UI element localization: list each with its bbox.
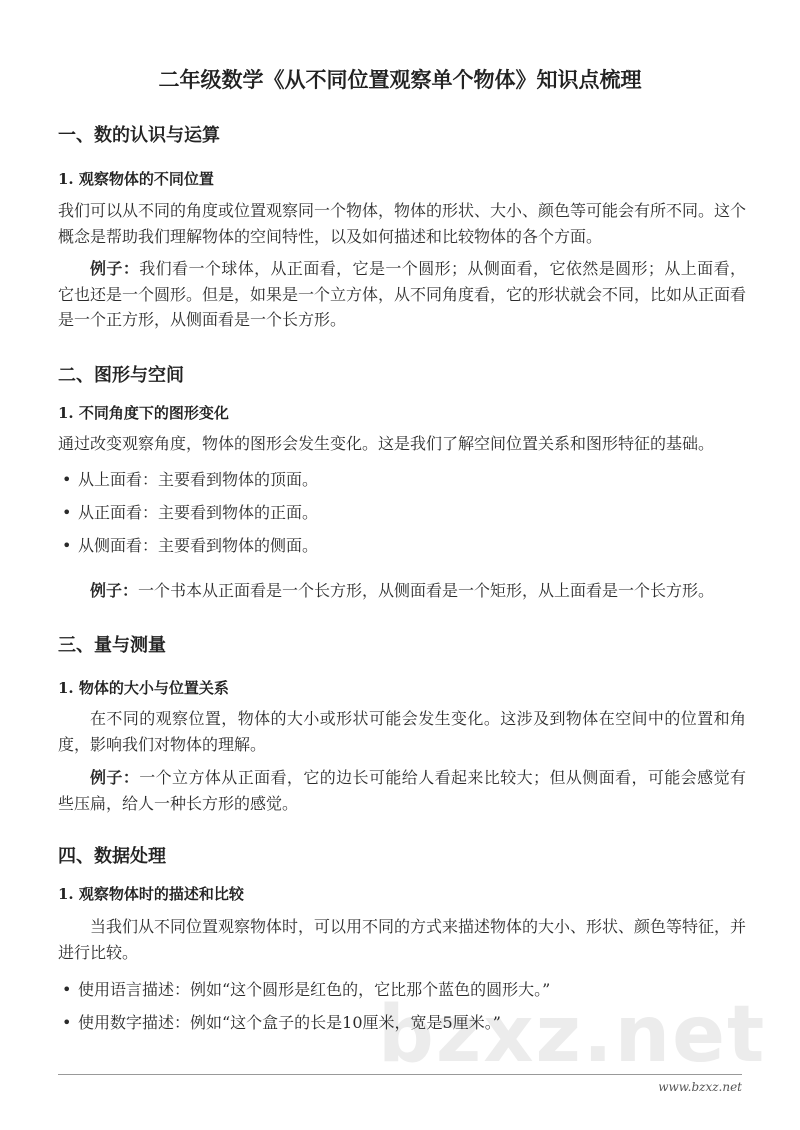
footer-url: www.bzxz.net	[658, 1080, 742, 1094]
list-item: • 使用数字描述：例如“这个盒子的长是10厘米，宽是5厘米。”	[78, 1010, 766, 1043]
list-item: • 从上面看：主要看到物体的顶面。	[78, 467, 766, 500]
example-label: 例子：	[90, 581, 139, 600]
subsection-heading: 1. 观察物体时的描述和比较	[58, 885, 244, 903]
watermark: bzxz.net	[378, 990, 767, 1080]
section-heading: 一、数的认识与运算	[58, 125, 220, 146]
section-heading: 二、图形与空间	[58, 365, 184, 386]
example-text: 一个书本从正面看是一个长方形，从侧面看是一个矩形，从上面看是一个长方形。	[138, 581, 715, 600]
example-text: 一个立方体从正面看，它的边长可能给人看起来比较大；但从侧面看，可能会感觉有些压扁，给人一种长方形的感觉。	[58, 768, 746, 813]
subsection-heading: 1. 不同角度下的图形变化	[58, 404, 229, 422]
example-paragraph	[58, 765, 746, 816]
example-label: 例子：	[90, 259, 140, 278]
bullet-list	[58, 467, 766, 566]
paragraph: 通过改变观察角度，物体的图形会发生变化。这是我们了解空间位置关系和图形特征的基础。	[58, 434, 715, 453]
section-heading: 四、数据处理	[58, 846, 166, 867]
paragraph: 我们可以从不同的角度或位置观察同一个物体，物体的形状、大小、颜色等可能会有所不同。这个概念是帮助我们理解物体的空间特性，以及如何描述和比较物体的各个方面。	[58, 201, 747, 246]
page-title: 二年级数学《从不同位置观察单个物体》知识点梳理	[158, 67, 642, 92]
example-text: 我们看一个球体，从正面看，它是一个圆形；从侧面看，它依然是圆形；从上面看，它也还是一个圆形。但是，如果是一个立方体，从不同角度看，它的形状就会不同，比如从正面看是一个正方形，从侧面看是一个长方形。	[58, 259, 747, 329]
example-paragraph	[58, 256, 746, 333]
paragraph: 在不同的观察位置，物体的大小或形状可能会发生变化。这涉及到物体在空间中的位置和角度，影响我们对物体的理解。	[58, 709, 746, 754]
subsection-heading: 1. 观察物体的不同位置	[58, 170, 214, 188]
paragraph: 当我们从不同位置观察物体时，可以用不同的方式来描述物体的大小、形状、颜色等特征，并进行比较。	[58, 917, 747, 962]
section-heading: 三、量与测量	[58, 635, 166, 656]
list-item: • 从侧面看：主要看到物体的侧面。	[78, 533, 766, 566]
example-label: 例子：	[90, 768, 140, 787]
subsection-heading: 1. 物体的大小与位置关系	[58, 679, 229, 697]
footer-divider	[58, 1074, 742, 1075]
example-paragraph	[58, 578, 746, 604]
bullet-list	[58, 977, 766, 1043]
list-item: • 从正面看：主要看到物体的正面。	[78, 500, 766, 533]
list-item: • 使用语言描述：例如“这个圆形是红色的，它比那个蓝色的圆形大。”	[78, 977, 766, 1010]
